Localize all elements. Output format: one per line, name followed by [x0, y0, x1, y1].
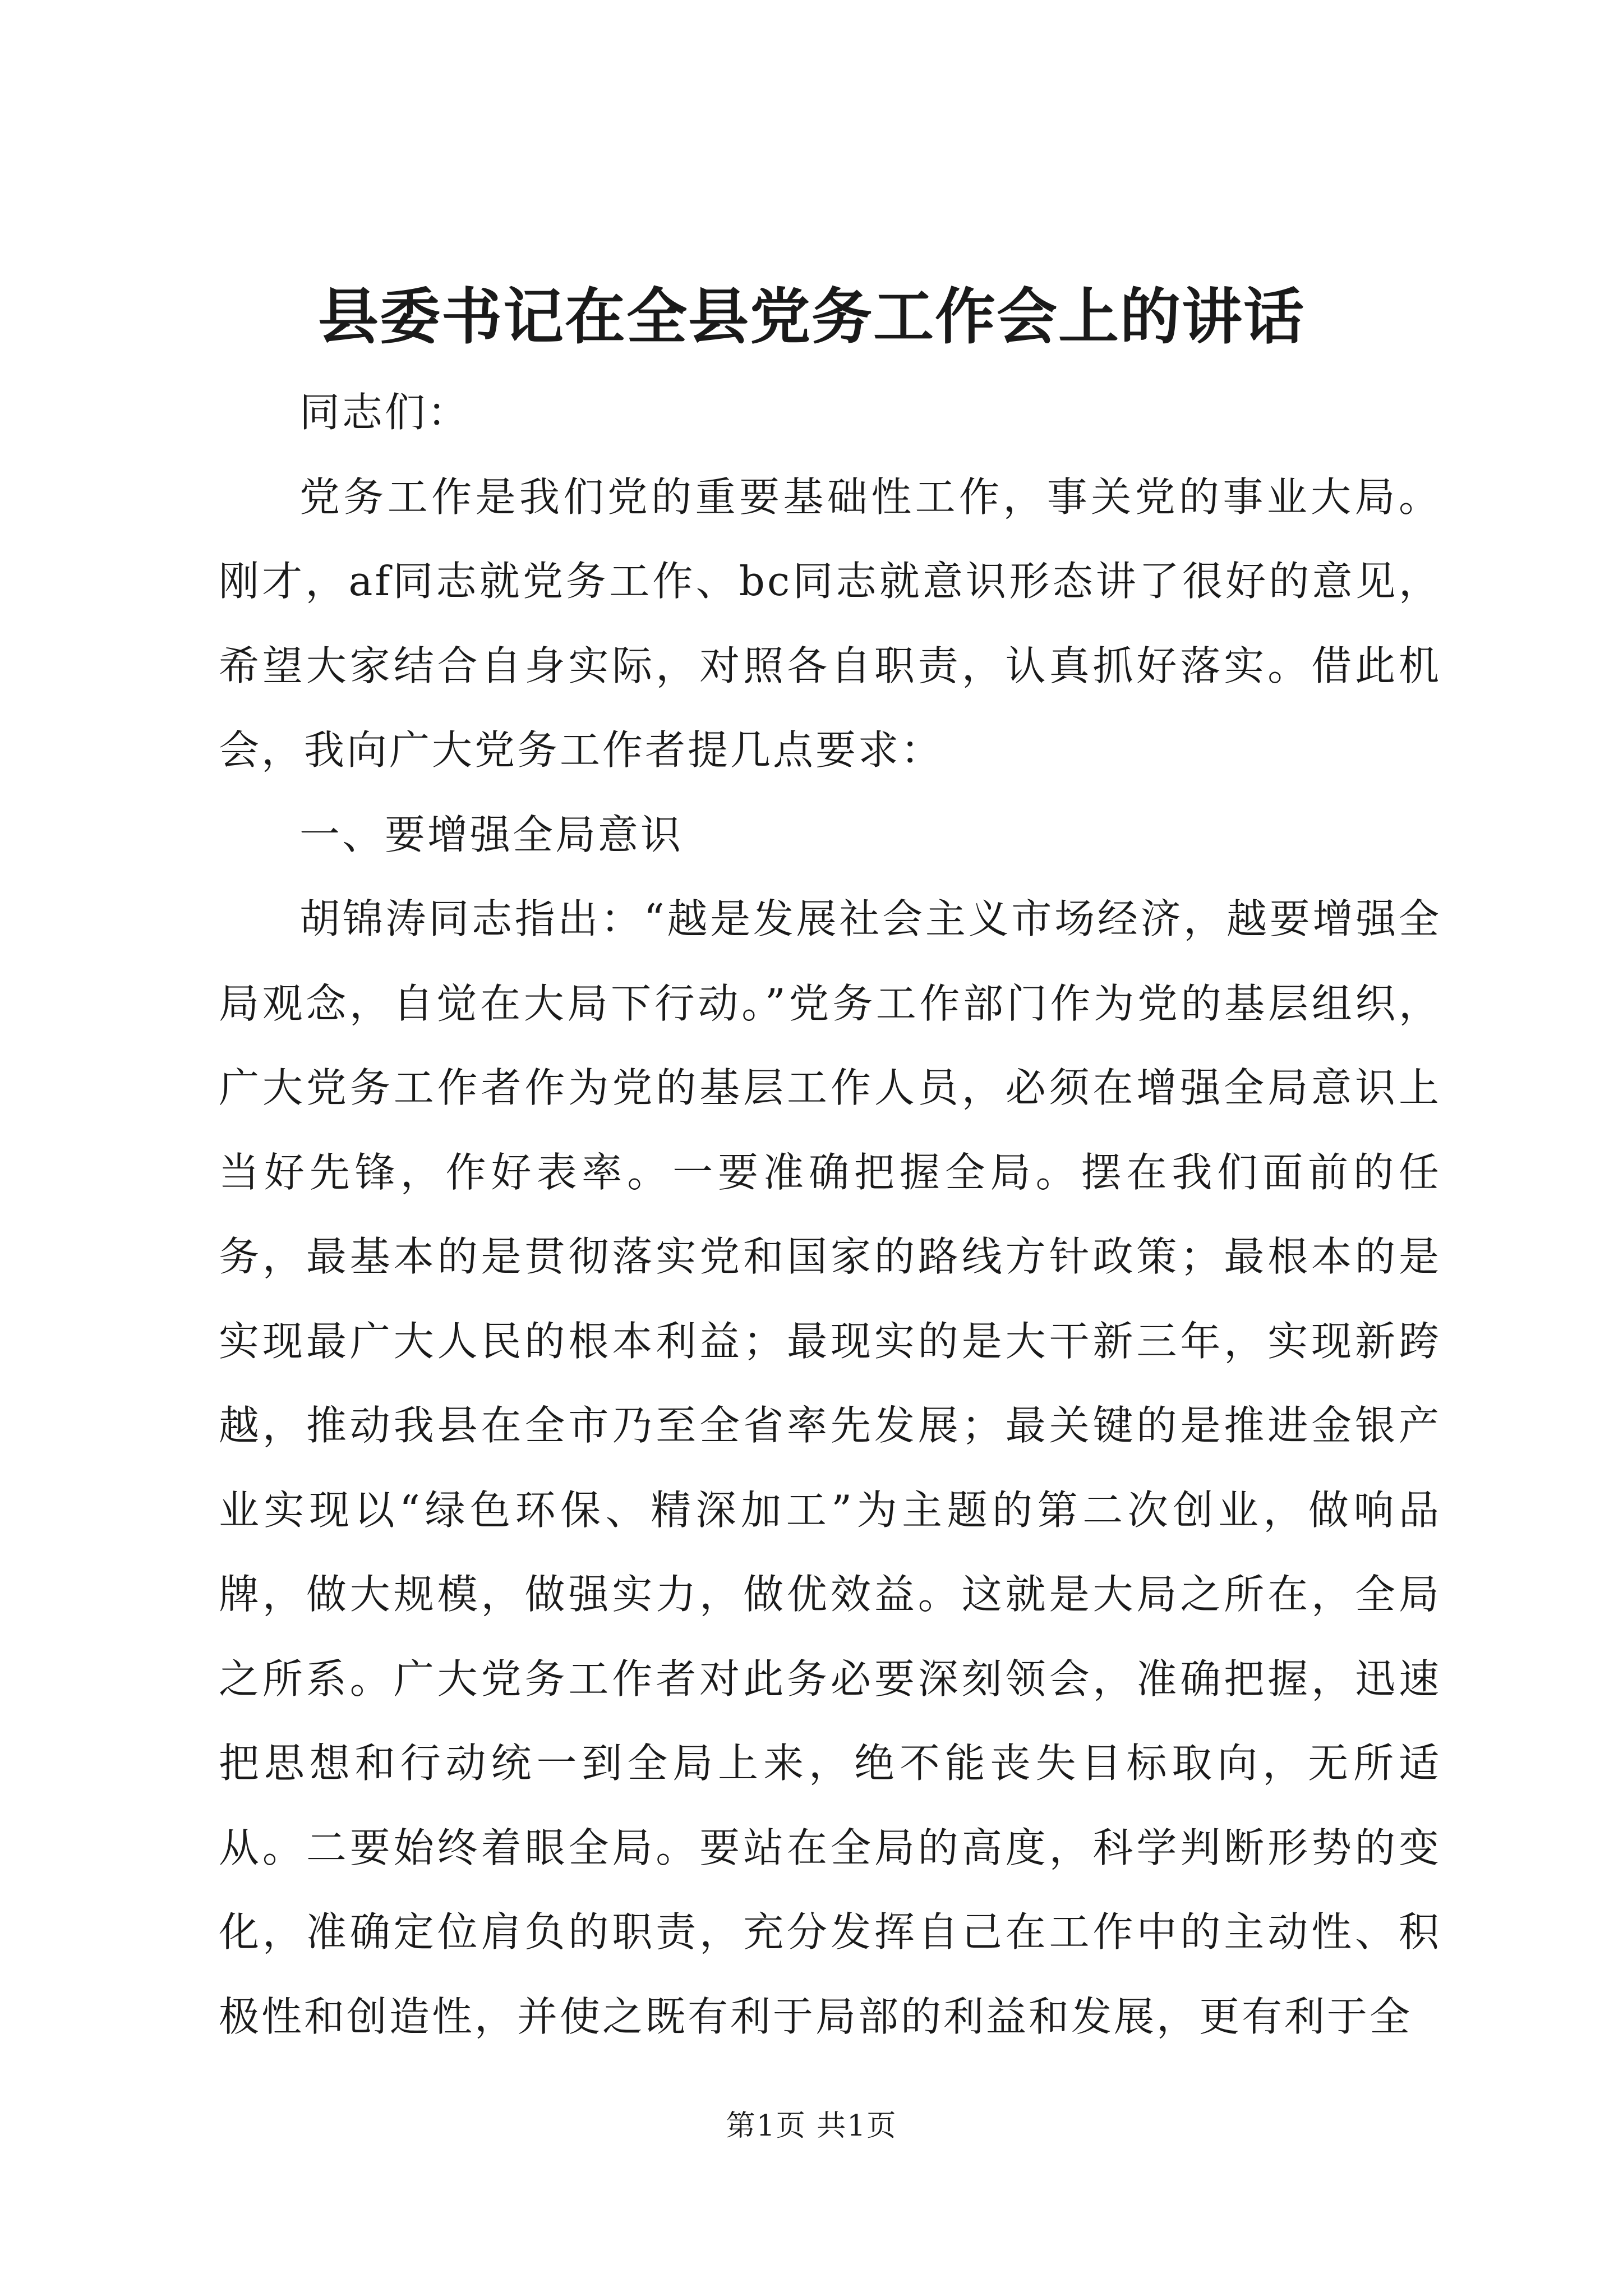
paragraph-body: 胡锦涛同志指出：“越是发展社会主义市场经济，越要增强全局观念，自觉在大局下行动。”党务工作部门作为党的基层组织，广大党务工作者作为党的基层工作人员，必须在增强全局意识上当好先锋，作好表率。一要准确把握全局。摆在我们面前的任务，最基本的是贯彻落实党和国家的路线方针政策；最根本的是实现最广大人民的根本利益；最现实的是大干新三年，实现新跨越，推动我县在全市乃至全省率先发展；最关键的是推进金银产业实现以“绿色环保、精深加工”为主题的第二次创业，做响品牌，做大规模，做强实力，做优效益。这就是大局之所在，全局之所系。广大党务工作者对此务必要深刻领会，准确把握，迅速把思想和行动统一到全局上来，绝不能丧失目标取向，无所适从。二要始终着眼全局。要站在全局的高度，科学判断形势的变化，准确定位肩负的职责，充分发挥自己在工作中的主动性、积极性和创造性，并使之既有利于局部的利益和发展，更有利于全	[219, 895, 1441, 2040]
paragraph-intro: 党务工作是我们党的重要基础性工作，事关党的事业大局。刚才，af同志就党务工作、bc同志就意识形态讲了很好的意见，希望大家结合自身实际，对照各自职责，认真抓好落实。借此机会，我向广大党务工作者提几点要求：	[219, 473, 1441, 774]
document-body	[219, 370, 1441, 2059]
section-heading: 一、要增强全局意识	[299, 811, 684, 858]
salutation: 同志们：	[299, 389, 471, 436]
document-title: 县委书记在全县党务工作会上的讲话	[317, 282, 1305, 352]
page-footer: 第1页 共1页	[726, 2109, 897, 2143]
